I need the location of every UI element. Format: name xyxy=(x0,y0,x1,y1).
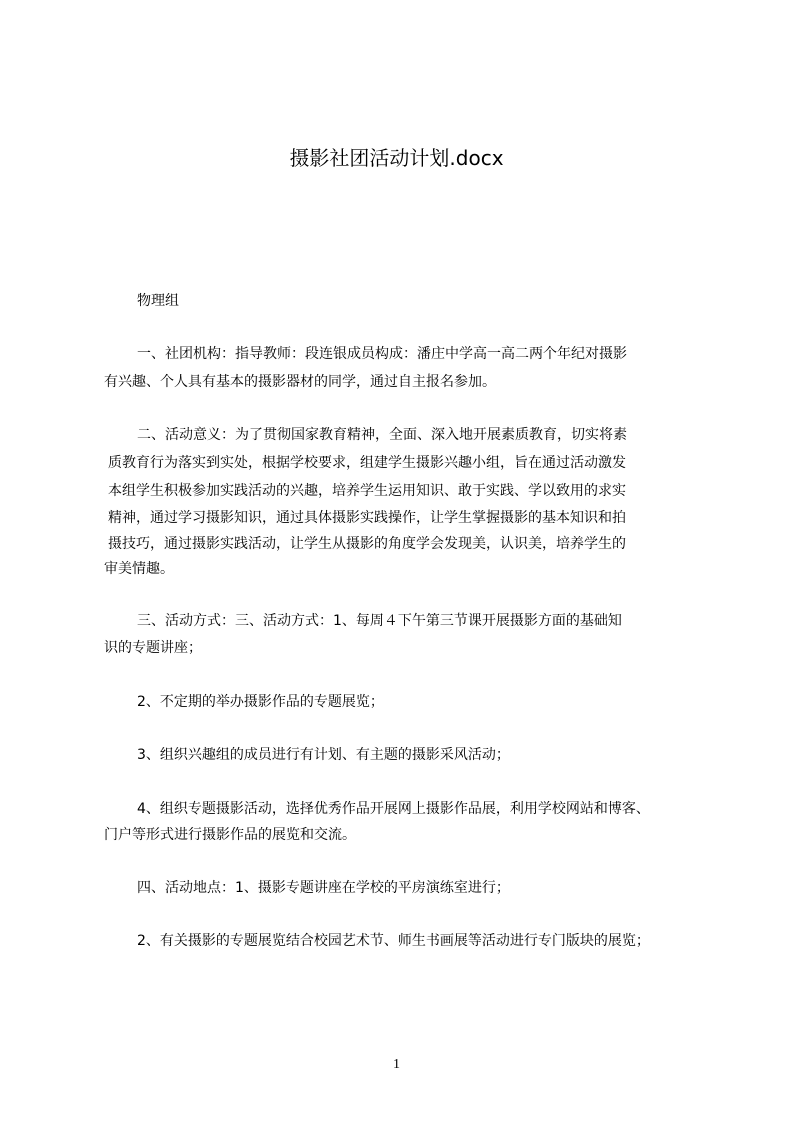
section-2-line-6: 审美情趣。 xyxy=(104,561,174,577)
section-4-item-2: 2、有关摄影的专题展览结合校园艺术节、师生书画展等活动进行专门版块的展览； xyxy=(137,933,650,949)
page-number: 1 xyxy=(393,1057,400,1072)
section-2-line-3: 本组学生积极参加实践活动的兴趣，培养学生运用知识、敢于实践、学以致用的求实 xyxy=(108,483,626,499)
list-item-2: 2、不定期的举办摄影作品的专题展览； xyxy=(137,694,384,710)
list-item-4-line-2: 门户等形式进行摄影作品的展览和交流。 xyxy=(104,827,356,843)
section-3-line-1: 三、活动方式：三、活动方式：1、每周４下午第三节课开展摄影方面的基础知 xyxy=(137,613,622,629)
section-2-line-1: 二、活动意义：为了贯彻国家教育精神，全面、深入地开展素质教育，切实将素 xyxy=(137,427,627,443)
document-title: 摄影社团活动计划.docx xyxy=(289,146,504,170)
section-2-line-4: 精神，通过学习摄影知识，通过具体摄影实践操作，让学生掌握摄影的基本知识和拍 xyxy=(108,510,626,526)
section-1-line-2: 有兴趣、个人具有基本的摄影器材的同学，通过自主报名参加。 xyxy=(104,374,496,390)
section-2-line-2: 质教育行为落实到实处，根据学校要求，组建学生摄影兴趣小组，旨在通过活动激发 xyxy=(108,455,626,471)
section-3-line-2: 识的专题讲座； xyxy=(104,640,202,656)
list-item-4-line-1: 4、组织专题摄影活动，选择优秀作品开展网上摄影作品展，利用学校网站和博客、 xyxy=(137,801,650,817)
list-item-3: 3、组织兴趣组的成员进行有计划、有主题的摄影采风活动； xyxy=(137,747,510,763)
section-2-line-5: 摄技巧，通过摄影实践活动，让学生从摄影的角度学会发现美，认识美，培养学生的 xyxy=(108,536,626,552)
section-4-line: 四、活动地点：1、摄影专题讲座在学校的平房演练室进行； xyxy=(137,880,510,896)
section-1-line-1: 一、社团机构：指导教师：段连银成员构成：潘庄中学高一高二两个年纪对摄影 xyxy=(137,346,627,362)
group-label: 物理组 xyxy=(137,293,179,309)
